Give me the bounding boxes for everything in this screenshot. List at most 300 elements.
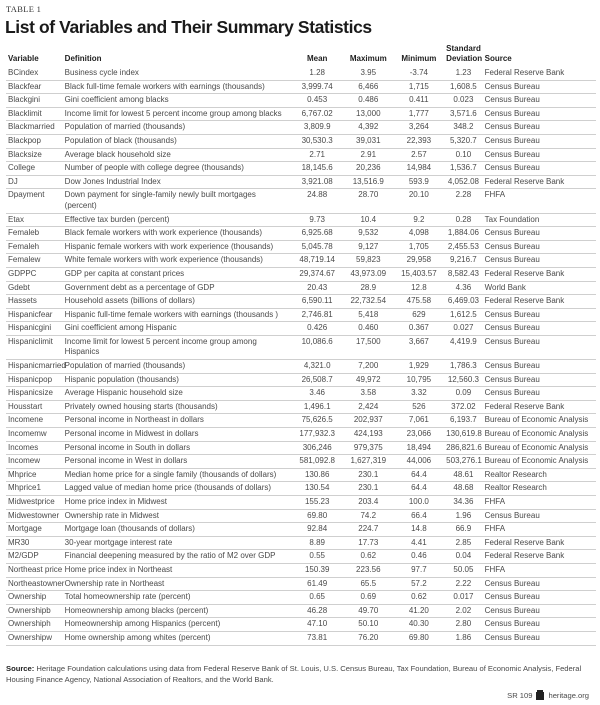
cell-minimum: 23,066 (394, 428, 445, 442)
cell-source: Census Bureau (483, 335, 596, 359)
cell-standard-deviation: 6,469.03 (444, 295, 482, 309)
table-row (6, 618, 596, 632)
cell-maximum: 6,466 (343, 80, 394, 94)
cell-maximum: 0.486 (343, 94, 394, 108)
cell-mean: 4,321.0 (291, 360, 343, 374)
cell-standard-deviation: 1,608.5 (444, 80, 482, 94)
cell-standard-deviation: 0.28 (444, 213, 482, 227)
cell-minimum: 9.2 (394, 213, 445, 227)
cell-standard-deviation: 130,619.8 (444, 428, 482, 442)
cell-variable: Dpayment (6, 189, 63, 213)
cell-source: Census Bureau (483, 134, 596, 148)
cell-standard-deviation: 0.04 (444, 550, 482, 564)
cell-mean: 6,767.02 (291, 107, 343, 121)
cell-definition: Dow Jones Industrial Index (63, 175, 292, 189)
cell-mean: 1,496.1 (291, 400, 343, 414)
cell-minimum: 1,705 (394, 240, 445, 254)
header-sd-line2: Deviation (446, 54, 483, 63)
cell-source: Federal Reserve Bank (483, 267, 596, 281)
cell-maximum: 13,516.9 (343, 175, 394, 189)
cell-mean: 6,925.68 (291, 227, 343, 241)
cell-source: Federal Reserve Bank (483, 67, 596, 80)
cell-maximum: 979,375 (343, 441, 394, 455)
cell-variable: Blackgini (6, 94, 63, 108)
cell-maximum: 0.460 (343, 322, 394, 336)
cell-standard-deviation: 0.09 (444, 387, 482, 401)
cell-definition: Ownership rate in Midwest (63, 509, 292, 523)
table-row (6, 373, 596, 387)
table-row (6, 400, 596, 414)
cell-maximum: 230.1 (343, 468, 394, 482)
source-text: Heritage Foundation calculations using data from Federal Reserve Bank of St. Louis, U.S. Census Bureau, Tax Foundation, Bureau of Economic Analysis, Federal Housing Finance Agency, National Association of Realtors, and the World Bank. (6, 664, 582, 684)
table-row (6, 509, 596, 523)
cell-definition: Lagged value of median home price (thousands of dollars) (63, 482, 292, 496)
table-row (6, 468, 596, 482)
cell-standard-deviation: 3,571.6 (444, 107, 482, 121)
cell-variable: Femaleh (6, 240, 63, 254)
cell-maximum: 2,424 (343, 400, 394, 414)
table-row (6, 134, 596, 148)
cell-definition: Income limit for lowest 5 percent income group among blacks (63, 107, 292, 121)
cell-minimum: 69.80 (394, 631, 445, 645)
cell-variable: Gdebt (6, 281, 63, 295)
cell-standard-deviation: 12,560.3 (444, 373, 482, 387)
cell-source: Federal Reserve Bank (483, 400, 596, 414)
cell-source: Bureau of Economic Analysis (483, 428, 596, 442)
cell-mean: 3,921.08 (291, 175, 343, 189)
cell-mean: 5,045.78 (291, 240, 343, 254)
cell-variable: Blackpop (6, 134, 63, 148)
cell-source: FHFA (483, 523, 596, 537)
cell-source: Census Bureau (483, 577, 596, 591)
cell-variable: DJ (6, 175, 63, 189)
cell-maximum: 223.56 (343, 563, 394, 577)
cell-variable: Hispanicfear (6, 308, 63, 322)
cell-maximum: 4,392 (343, 121, 394, 135)
cell-source: Census Bureau (483, 604, 596, 618)
cell-variable: Ownershiph (6, 618, 63, 632)
cell-minimum: 526 (394, 400, 445, 414)
liberty-bell-icon (536, 692, 544, 700)
cell-source: Census Bureau (483, 162, 596, 176)
cell-minimum: 40.30 (394, 618, 445, 632)
cell-minimum: 1,929 (394, 360, 445, 374)
cell-definition: Personal income in Northeast in dollars (63, 414, 292, 428)
cell-standard-deviation: 9,216.7 (444, 254, 482, 268)
summary-statistics-table (6, 44, 596, 646)
cell-maximum: 20,236 (343, 162, 394, 176)
cell-source: FHFA (483, 189, 596, 213)
cell-maximum: 2.91 (343, 148, 394, 162)
cell-maximum: 0.62 (343, 550, 394, 564)
table-row (6, 360, 596, 374)
cell-minimum: 12.8 (394, 281, 445, 295)
cell-mean: 48,719.14 (291, 254, 343, 268)
cell-source: Federal Reserve Bank (483, 550, 596, 564)
cell-definition: Ownership rate in Northeast (63, 577, 292, 591)
report-id: SR 109 (507, 691, 533, 700)
cell-minimum: 0.411 (394, 94, 445, 108)
cell-maximum: 17.73 (343, 536, 394, 550)
cell-maximum: 1,627,319 (343, 455, 394, 469)
cell-definition: Hispanic population (thousands) (63, 373, 292, 387)
cell-definition: GDP per capita at constant prices (63, 267, 292, 281)
cell-standard-deviation: 2.85 (444, 536, 482, 550)
cell-source: Census Bureau (483, 387, 596, 401)
cell-mean: 9.73 (291, 213, 343, 227)
cell-maximum: 22,732.54 (343, 295, 394, 309)
cell-definition: Population of married (thousands) (63, 121, 292, 135)
cell-maximum: 49.70 (343, 604, 394, 618)
footer (507, 691, 589, 700)
cell-variable: MR30 (6, 536, 63, 550)
table-row (6, 148, 596, 162)
cell-minimum: 3,667 (394, 335, 445, 359)
cell-variable: Midwestowner (6, 509, 63, 523)
cell-mean: 0.65 (291, 591, 343, 605)
cell-maximum: 0.69 (343, 591, 394, 605)
cell-source: Census Bureau (483, 308, 596, 322)
cell-mean: 2,746.81 (291, 308, 343, 322)
cell-standard-deviation: 1,536.7 (444, 162, 482, 176)
cell-variable: Incomes (6, 441, 63, 455)
cell-mean: 47.10 (291, 618, 343, 632)
cell-definition: Homeownership among blacks (percent) (63, 604, 292, 618)
cell-source: Census Bureau (483, 631, 596, 645)
table-row (6, 577, 596, 591)
header-source: Source (484, 54, 512, 63)
cell-definition: Home price index in Northeast (63, 563, 292, 577)
cell-mean: 73.81 (291, 631, 343, 645)
cell-variable: Midwestprice (6, 496, 63, 510)
cell-mean: 3.46 (291, 387, 343, 401)
cell-minimum: 7,061 (394, 414, 445, 428)
cell-definition: Personal income in South in dollars (63, 441, 292, 455)
cell-minimum: 629 (394, 308, 445, 322)
cell-standard-deviation: 0.023 (444, 94, 482, 108)
cell-maximum: 17,500 (343, 335, 394, 359)
cell-variable: Hassets (6, 295, 63, 309)
cell-mean: 20.43 (291, 281, 343, 295)
cell-source: Realtor Research (483, 482, 596, 496)
cell-source: Census Bureau (483, 227, 596, 241)
table-row (6, 322, 596, 336)
cell-minimum: 18,494 (394, 441, 445, 455)
cell-maximum: 74.2 (343, 509, 394, 523)
table-row (6, 631, 596, 645)
site-link[interactable]: heritage.org (548, 691, 589, 700)
cell-mean: 61.49 (291, 577, 343, 591)
cell-mean: 10,086.6 (291, 335, 343, 359)
cell-source: Bureau of Economic Analysis (483, 455, 596, 469)
cell-maximum: 49,972 (343, 373, 394, 387)
cell-variable: Northeastowner (6, 577, 63, 591)
cell-source: FHFA (483, 496, 596, 510)
cell-minimum: 41.20 (394, 604, 445, 618)
cell-variable: Hispaniclimit (6, 335, 63, 359)
cell-minimum: 4,098 (394, 227, 445, 241)
cell-standard-deviation: 2.22 (444, 577, 482, 591)
cell-mean: 0.426 (291, 322, 343, 336)
cell-definition: Government debt as a percentage of GDP (63, 281, 292, 295)
cell-source: Census Bureau (483, 240, 596, 254)
cell-mean: 306,246 (291, 441, 343, 455)
cell-standard-deviation: 48.68 (444, 482, 482, 496)
cell-source: Realtor Research (483, 468, 596, 482)
cell-minimum: 97.7 (394, 563, 445, 577)
cell-mean: 0.453 (291, 94, 343, 108)
cell-maximum: 3.95 (343, 67, 394, 80)
cell-variable: Etax (6, 213, 63, 227)
table-row (6, 175, 596, 189)
cell-variable: Northeast price (6, 563, 63, 577)
cell-maximum: 230.1 (343, 482, 394, 496)
cell-minimum: 100.0 (394, 496, 445, 510)
cell-mean: 92.84 (291, 523, 343, 537)
cell-variable: Incomew (6, 455, 63, 469)
cell-maximum: 10.4 (343, 213, 394, 227)
cell-maximum: 28.9 (343, 281, 394, 295)
cell-standard-deviation: 2.28 (444, 189, 482, 213)
cell-source: Census Bureau (483, 322, 596, 336)
cell-mean: 3,999.74 (291, 80, 343, 94)
cell-minimum: 64.4 (394, 468, 445, 482)
cell-minimum: 1,777 (394, 107, 445, 121)
cell-minimum: 475.58 (394, 295, 445, 309)
cell-definition: Gini coefficient among blacks (63, 94, 292, 108)
cell-standard-deviation: 34.36 (444, 496, 482, 510)
cell-maximum: 9,127 (343, 240, 394, 254)
cell-maximum: 224.7 (343, 523, 394, 537)
cell-maximum: 3.58 (343, 387, 394, 401)
header-maximum: Maximum (349, 54, 387, 63)
cell-standard-deviation: 48.61 (444, 468, 482, 482)
cell-standard-deviation: 0.017 (444, 591, 482, 605)
cell-definition: Home ownership among whites (percent) (63, 631, 292, 645)
table-row (6, 414, 596, 428)
cell-mean: 177,932.3 (291, 428, 343, 442)
cell-standard-deviation: 0.027 (444, 322, 482, 336)
cell-variable: Housstart (6, 400, 63, 414)
cell-minimum: 2.57 (394, 148, 445, 162)
cell-definition: Black female workers with work experience (thousands) (63, 227, 292, 241)
table-row (6, 254, 596, 268)
cell-mean: 24.88 (291, 189, 343, 213)
table-row (6, 536, 596, 550)
cell-mean: 30,530.3 (291, 134, 343, 148)
cell-source: Census Bureau (483, 254, 596, 268)
cell-variable: Ownershipb (6, 604, 63, 618)
table-row (6, 213, 596, 227)
cell-definition: Mortgage loan (thousands of dollars) (63, 523, 292, 537)
cell-mean: 6,590.11 (291, 295, 343, 309)
cell-standard-deviation: 1.96 (444, 509, 482, 523)
cell-mean: 1.28 (291, 67, 343, 80)
cell-variable: Blackmarried (6, 121, 63, 135)
cell-standard-deviation: 503,276.1 (444, 455, 482, 469)
cell-standard-deviation: 1,884.06 (444, 227, 482, 241)
cell-source: Census Bureau (483, 80, 596, 94)
cell-variable: BCindex (6, 67, 63, 80)
cell-standard-deviation: 50.05 (444, 563, 482, 577)
cell-source: Census Bureau (483, 509, 596, 523)
cell-mean: 75,626.5 (291, 414, 343, 428)
cell-maximum: 50.10 (343, 618, 394, 632)
table-row (6, 550, 596, 564)
cell-standard-deviation: 5,320.7 (444, 134, 482, 148)
cell-source: FHFA (483, 563, 596, 577)
cell-maximum: 76.20 (343, 631, 394, 645)
cell-definition: Personal income in Midwest in dollars (63, 428, 292, 442)
table-row (6, 240, 596, 254)
cell-minimum: 20.10 (394, 189, 445, 213)
cell-source: Census Bureau (483, 618, 596, 632)
cell-mean: 2.71 (291, 148, 343, 162)
cell-minimum: 57.2 (394, 577, 445, 591)
cell-mean: 155.23 (291, 496, 343, 510)
cell-mean: 18,145.6 (291, 162, 343, 176)
cell-minimum: 29,958 (394, 254, 445, 268)
cell-standard-deviation: 1.86 (444, 631, 482, 645)
cell-minimum: 64.4 (394, 482, 445, 496)
cell-definition: 30-year mortgage interest rate (63, 536, 292, 550)
cell-standard-deviation: 2.02 (444, 604, 482, 618)
cell-mean: 3,809.9 (291, 121, 343, 135)
table-row (6, 604, 596, 618)
cell-source: Census Bureau (483, 360, 596, 374)
table-row (6, 162, 596, 176)
cell-definition: Hispanic female workers with work experience (thousands) (63, 240, 292, 254)
cell-standard-deviation: 348.2 (444, 121, 482, 135)
cell-standard-deviation: 4,052.08 (444, 175, 482, 189)
cell-variable: Mhprice (6, 468, 63, 482)
cell-maximum: 5,418 (343, 308, 394, 322)
cell-source: Federal Reserve Bank (483, 295, 596, 309)
cell-maximum: 424,193 (343, 428, 394, 442)
cell-definition: Total homeownership rate (percent) (63, 591, 292, 605)
cell-standard-deviation: 2.80 (444, 618, 482, 632)
cell-standard-deviation: 286,821.6 (444, 441, 482, 455)
cell-source: Tax Foundation (483, 213, 596, 227)
cell-definition: Privately owned housing starts (thousands) (63, 400, 292, 414)
cell-variable: Hispanicgini (6, 322, 63, 336)
table-row (6, 496, 596, 510)
cell-standard-deviation: 372.02 (444, 400, 482, 414)
cell-mean: 581,092.8 (291, 455, 343, 469)
cell-definition: Population of black (thousands) (63, 134, 292, 148)
cell-source: Federal Reserve Bank (483, 175, 596, 189)
table-row (6, 189, 596, 213)
cell-minimum: 4.41 (394, 536, 445, 550)
cell-maximum: 202,937 (343, 414, 394, 428)
cell-variable: Blacksize (6, 148, 63, 162)
cell-minimum: 10,795 (394, 373, 445, 387)
table-row (6, 428, 596, 442)
page-title: List of Variables and Their Summary Statistics (5, 17, 372, 37)
cell-variable: M2/GDP (6, 550, 63, 564)
cell-variable: Blacklimit (6, 107, 63, 121)
cell-maximum: 13,000 (343, 107, 394, 121)
cell-mean: 8.89 (291, 536, 343, 550)
cell-standard-deviation: 0.10 (444, 148, 482, 162)
cell-minimum: 66.4 (394, 509, 445, 523)
cell-maximum: 39,031 (343, 134, 394, 148)
cell-minimum: 0.367 (394, 322, 445, 336)
cell-minimum: 593.9 (394, 175, 445, 189)
cell-variable: Ownershipw (6, 631, 63, 645)
cell-definition: White female workers with work experience (thousands) (63, 254, 292, 268)
cell-definition: Homeownership among Hispanics (percent) (63, 618, 292, 632)
cell-definition: Number of people with college degree (thousands) (63, 162, 292, 176)
cell-mean: 0.55 (291, 550, 343, 564)
cell-standard-deviation: 2,455.53 (444, 240, 482, 254)
cell-definition: Home price index in Midwest (63, 496, 292, 510)
cell-source: Census Bureau (483, 107, 596, 121)
table-row (6, 591, 596, 605)
cell-variable: Mhprice1 (6, 482, 63, 496)
table-label: TABLE 1 (6, 4, 42, 14)
cell-definition: Average black household size (63, 148, 292, 162)
header-minimum: Minimum (401, 54, 437, 63)
cell-maximum: 59,823 (343, 254, 394, 268)
cell-definition: Population of married (thousands) (63, 360, 292, 374)
cell-source: Census Bureau (483, 148, 596, 162)
cell-definition: Median home price for a single family (thousands of dollars) (63, 468, 292, 482)
cell-standard-deviation: 1,612.5 (444, 308, 482, 322)
table-row (6, 94, 596, 108)
cell-definition: Income limit for lowest 5 percent income group among Hispanics (63, 335, 292, 359)
cell-variable: Femalew (6, 254, 63, 268)
header-standard-deviation (444, 44, 482, 67)
cell-maximum: 9,532 (343, 227, 394, 241)
cell-definition: Average Hispanic household size (63, 387, 292, 401)
header-variable: Variable (8, 54, 39, 63)
cell-variable: Mortgage (6, 523, 63, 537)
cell-maximum: 65.5 (343, 577, 394, 591)
cell-definition: Household assets (billions of dollars) (63, 295, 292, 309)
header-definition: Definition (64, 54, 102, 63)
cell-mean: 26,508.7 (291, 373, 343, 387)
cell-minimum: 15,403.57 (394, 267, 445, 281)
cell-mean: 46.28 (291, 604, 343, 618)
cell-variable: Hispanicmarried (6, 360, 63, 374)
cell-variable: Incomene (6, 414, 63, 428)
cell-definition: Black full-time female workers with earnings (thousands) (63, 80, 292, 94)
table-row (6, 67, 596, 80)
cell-standard-deviation: 4,419.9 (444, 335, 482, 359)
cell-mean: 29,374.67 (291, 267, 343, 281)
cell-mean: 130.54 (291, 482, 343, 496)
cell-definition: Down payment for single-family newly built mortgages (percent) (63, 189, 292, 213)
cell-source: Bureau of Economic Analysis (483, 441, 596, 455)
cell-minimum: 0.62 (394, 591, 445, 605)
cell-maximum: 7,200 (343, 360, 394, 374)
table-row (6, 387, 596, 401)
table-row (6, 80, 596, 94)
cell-mean: 130.86 (291, 468, 343, 482)
table-row (6, 441, 596, 455)
cell-minimum: 14,984 (394, 162, 445, 176)
cell-variable: Femaleb (6, 227, 63, 241)
cell-minimum: 44,006 (394, 455, 445, 469)
table-row (6, 295, 596, 309)
cell-standard-deviation: 1,786.3 (444, 360, 482, 374)
cell-minimum: 22,393 (394, 134, 445, 148)
cell-standard-deviation: 66.9 (444, 523, 482, 537)
cell-source: Bureau of Economic Analysis (483, 414, 596, 428)
table-row (6, 455, 596, 469)
cell-standard-deviation: 8,582.43 (444, 267, 482, 281)
